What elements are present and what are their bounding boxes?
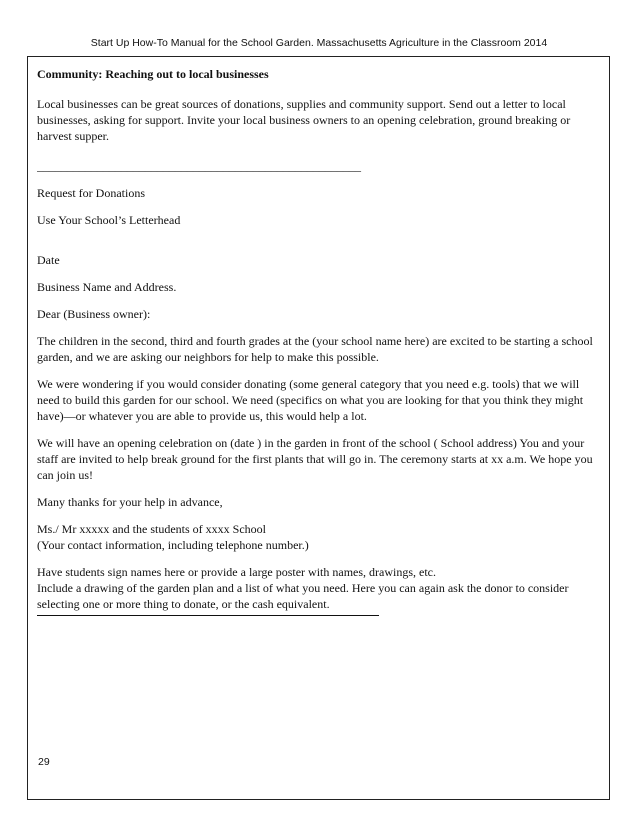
page-number: 29 bbox=[38, 756, 50, 768]
content bbox=[37, 66, 599, 616]
letter-date: Date bbox=[37, 253, 60, 267]
separator-line: ______________________________________________________ bbox=[37, 159, 361, 173]
intro-paragraph: Local businesses can be great sources of donations, supplies and community support. Send out a letter to local businesses, asking for support. Invite your local business owners to an opening celebration, ground breaking or harvest supper. bbox=[37, 97, 571, 143]
bottom-rule bbox=[37, 615, 379, 616]
letter-paragraph-1: The children in the second, third and fourth grades at the (your school name here) are excited to be starting a school garden, and we are asking our neighbors for help to make this possible. bbox=[37, 334, 593, 364]
contact-information: (Your contact information, including telephone number.) bbox=[37, 538, 309, 552]
page-header: Start Up How-To Manual for the School Garden. Massachusetts Agriculture in the Classroom 2014 bbox=[90, 37, 548, 49]
section-title: Community: Reaching out to local businesses bbox=[37, 67, 269, 81]
business-name-address: Business Name and Address. bbox=[37, 280, 177, 294]
salutation: Dear (Business owner): bbox=[37, 307, 151, 321]
letter-paragraph-2: We were wondering if you would consider donating (some general category that you need e.g. tools) that we will need to build this garden for our school. We need (specifics on what you are looking for that you think they might have)—or whatever you are able to provide us, this would help a lot. bbox=[37, 377, 584, 423]
notes-line-2: Include a drawing of the garden plan and a list of what you need. Here you can again ask the donor to consider selecting one or more thing to donate, or the cash equivalent. bbox=[37, 581, 569, 611]
letterhead-note: Use Your School’s Letterhead bbox=[37, 213, 181, 227]
letter-closing: Many thanks for your help in advance, bbox=[37, 495, 223, 509]
letter-paragraph-3: We will have an opening celebration on (date ) in the garden in front of the school ( School address) You and your staff are invited to help break ground for the first plants that will go in. The ceremony starts at xx a.m. We hope you can join us! bbox=[37, 436, 593, 482]
notes-line-1: Have students sign names here or provide a large poster with names, drawings, etc. bbox=[37, 565, 436, 579]
letter-heading: Request for Donations bbox=[37, 186, 145, 200]
letter-signature: Ms./ Mr xxxxx and the students of xxxx School bbox=[37, 522, 266, 536]
